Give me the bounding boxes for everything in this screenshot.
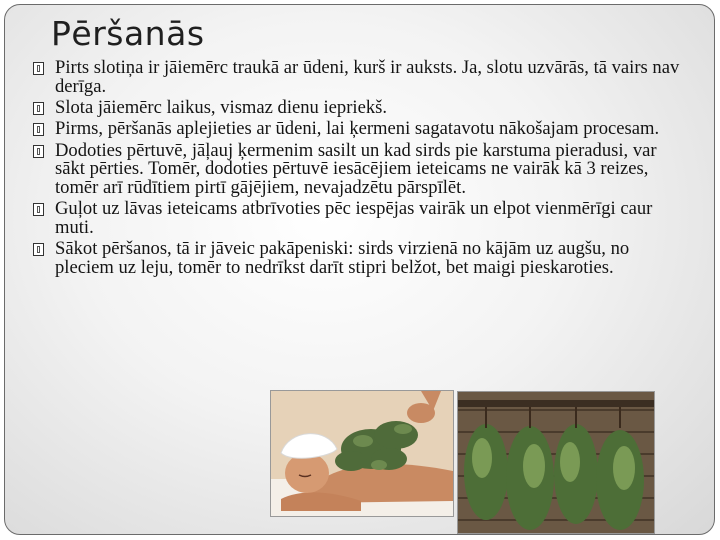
bullet-text: Sākot pēršanos, tā ir jāveic pakāpeniski: sirds virzienā no kājām uz augšu, no pleciem uz leju, tomēr to nedrīkst darīt stipri belžot, bet maigi pieskaroties.	[55, 238, 630, 278]
sauna-massage-photo	[270, 390, 454, 517]
slide	[4, 4, 715, 535]
missing-glyph-box-icon	[33, 203, 44, 216]
hanging-whisks-photo	[457, 391, 655, 534]
bullet-text: Pirms, pēršanās aplejieties ar ūdeni, lai ķermeni sagatavotu nākošajam procesam.	[55, 118, 660, 140]
bullet-item	[33, 59, 683, 96]
bullet-item	[33, 240, 683, 277]
sauna-massage-illustration	[271, 391, 453, 516]
missing-glyph-box-icon	[33, 123, 44, 136]
missing-glyph-box-icon	[33, 102, 44, 115]
bullet-text: Guļot uz lāvas ieteicams atbrīvoties pēc iespējas vairāk un elpot vienmērīgi caur muti.	[55, 198, 653, 238]
missing-glyph-box-icon	[33, 243, 44, 256]
hanging-whisks-illustration	[458, 392, 654, 533]
bullet-text: Dodoties pērtuvē, jāļauj ķermenim sasilt un kad sirds pie karstuma pieradusi, var sākt pērties. Tomēr, dodoties pērtuvē iesācējiem ieteicams ne vairāk kā 3 reizes, tomēr arī rūdītiem pirtī gājējiem, nevajadzētu pārspīlēt.	[55, 139, 657, 198]
bullet-text: Pirts slotiņa ir jāiemērc traukā ar ūdeni, kurš ir auksts. Ja, slotu uzvārās, tā vairs nav derīga.	[55, 57, 680, 97]
bullet-item	[33, 120, 683, 139]
bullet-item	[33, 139, 683, 198]
bullet-text: Slota jāiemērc laikus, vismaz dienu iepriekš.	[55, 97, 388, 118]
bullet-item	[33, 99, 683, 118]
bullet-item	[33, 200, 683, 237]
slide-title: Pēršanās	[51, 14, 205, 53]
bullet-list	[33, 59, 683, 280]
missing-glyph-box-icon	[33, 62, 44, 75]
missing-glyph-box-icon	[33, 145, 44, 158]
